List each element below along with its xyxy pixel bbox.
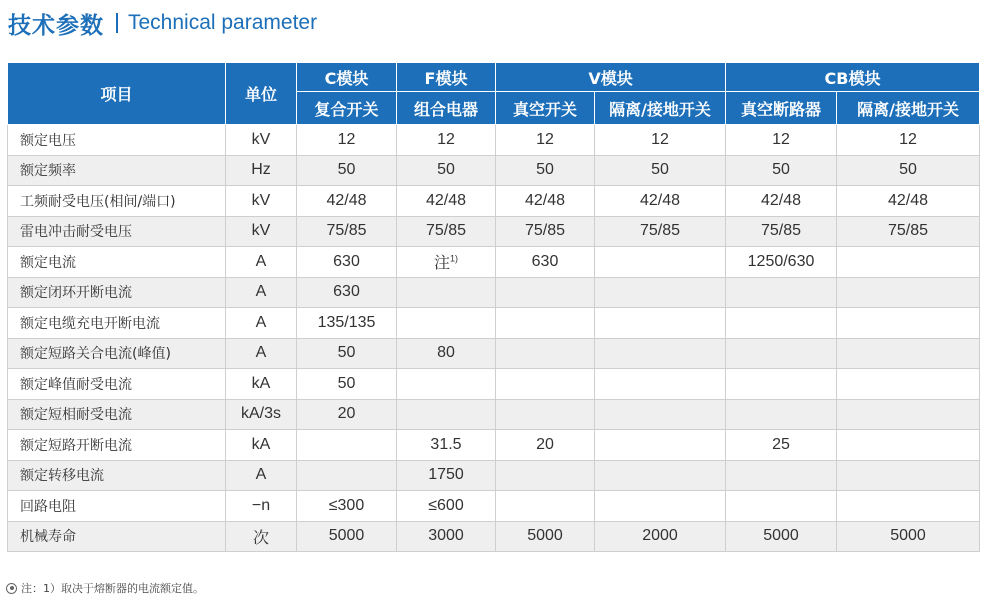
header-unit: 单位 [226,63,297,125]
table-cell: 3000 [397,521,496,552]
table-cell [726,277,837,308]
row-item-name: 额定短路关合电流(峰值) [8,338,226,369]
row-unit: A [226,308,297,339]
table-cell: 75/85 [595,216,726,247]
header-module-c: C模块 [297,63,397,92]
row-unit: kV [226,216,297,247]
table-cell: 1750 [397,460,496,491]
row-item-name: 额定闭环开断电流 [8,277,226,308]
table-cell: 42/48 [837,186,980,217]
table-cell [496,338,595,369]
row-unit: kA/3s [226,399,297,430]
table-cell: 630 [297,277,397,308]
table-row [8,125,980,156]
table-cell [837,308,980,339]
table-cell: 50 [397,155,496,186]
row-unit: Hz [226,155,297,186]
row-item-name: 工频耐受电压(相间/端口) [8,186,226,217]
table-row [8,430,980,461]
table-cell [837,247,980,278]
header-module-cb: CB模块 [726,63,980,92]
header-item: 项目 [8,63,226,125]
table-cell [837,399,980,430]
table-cell: ≤300 [297,491,397,522]
title-english: Technical parameter [128,11,318,34]
table-cell: 12 [837,125,980,156]
table-cell: 20 [496,430,595,461]
table-cell [496,277,595,308]
table-cell: 50 [496,155,595,186]
table-cell: 75/85 [837,216,980,247]
table-cell [496,308,595,339]
table-cell: 50 [297,338,397,369]
table-cell: 42/48 [397,186,496,217]
table-body [8,125,980,552]
table-cell: 50 [726,155,837,186]
table-row [8,277,980,308]
table-cell: 20 [297,399,397,430]
row-item-name: 额定电流 [8,247,226,278]
row-unit: A [226,277,297,308]
row-unit: A [226,338,297,369]
table-row [8,491,980,522]
row-unit: A [226,460,297,491]
technical-parameter-table [7,62,980,552]
note-text: 注 [433,255,450,273]
row-item-name: 额定转移电流 [8,460,226,491]
table-cell: 50 [595,155,726,186]
table-cell [726,491,837,522]
table-cell [837,491,980,522]
table-cell [726,369,837,400]
table-cell: 75/85 [297,216,397,247]
bullet-circle-icon [6,583,17,594]
table-cell: 42/48 [726,186,837,217]
table-cell [837,430,980,461]
table-cell: 5000 [297,521,397,552]
table-cell: 2000 [595,521,726,552]
header-module-f: F模块 [397,63,496,92]
table-cell: 630 [297,247,397,278]
row-item-name: 回路电阻 [8,491,226,522]
table-cell: 12 [595,125,726,156]
table-cell [595,308,726,339]
table-row [8,338,980,369]
page-title [8,8,317,38]
title-divider [116,13,118,33]
table-row [8,155,980,186]
table-cell [496,369,595,400]
table-cell [595,491,726,522]
table-cell [297,430,397,461]
table-cell [595,399,726,430]
table-cell [726,308,837,339]
table-cell [595,247,726,278]
footnote-text: 注：1）取决于熔断器的电流额定值。 [21,582,204,595]
table-cell [496,399,595,430]
table-cell: 12 [397,125,496,156]
table-cell: 5000 [837,521,980,552]
table-cell: 12 [726,125,837,156]
table-cell [397,247,496,278]
table-cell [726,338,837,369]
header-module-v: V模块 [496,63,726,92]
table-cell [397,308,496,339]
title-chinese: 技术参数 [8,12,104,39]
table-cell [496,460,595,491]
table-cell: 630 [496,247,595,278]
table-cell: 31.5 [397,430,496,461]
table-cell [837,338,980,369]
table-cell [397,277,496,308]
row-unit: −n [226,491,297,522]
header-sub: 复合开关 [297,92,397,125]
header-sub: 隔离/接地开关 [595,92,726,125]
header-sub: 隔离/接地开关 [837,92,980,125]
table-row [8,247,980,278]
table-cell [595,277,726,308]
table-cell [397,369,496,400]
table-cell: 80 [397,338,496,369]
row-item-name: 雷电冲击耐受电压 [8,216,226,247]
table-cell [496,491,595,522]
row-unit: kV [226,125,297,156]
footnote [6,580,204,596]
table-cell: 135/135 [297,308,397,339]
table-cell: 50 [837,155,980,186]
table-cell [595,369,726,400]
table-cell: 12 [496,125,595,156]
table-cell: ≤600 [397,491,496,522]
header-sub: 组合电器 [397,92,496,125]
table-row [8,308,980,339]
table-cell: 50 [297,155,397,186]
table-cell: 5000 [496,521,595,552]
table-cell [726,460,837,491]
table-cell: 42/48 [595,186,726,217]
table-cell: 75/85 [496,216,595,247]
table-cell [595,460,726,491]
table-cell [595,338,726,369]
row-item-name: 额定电缆充电开断电流 [8,308,226,339]
row-unit: A [226,247,297,278]
table-cell: 1250/630 [726,247,837,278]
table-cell: 75/85 [726,216,837,247]
table-cell [397,399,496,430]
table-row [8,460,980,491]
row-unit: kV [226,186,297,217]
table-cell: 75/85 [397,216,496,247]
table-cell [837,460,980,491]
row-unit: kA [226,430,297,461]
row-item-name: 机械寿命 [8,521,226,552]
row-item-name: 额定频率 [8,155,226,186]
table-cell: 25 [726,430,837,461]
table-cell: 5000 [726,521,837,552]
header-sub: 真空开关 [496,92,595,125]
table-row [8,399,980,430]
table-row [8,369,980,400]
table-cell [837,369,980,400]
row-unit: 次 [226,521,297,552]
row-item-name: 额定短路开断电流 [8,430,226,461]
header-sub: 真空断路器 [726,92,837,125]
table-row [8,521,980,552]
table-cell: 12 [297,125,397,156]
row-item-name: 额定电压 [8,125,226,156]
table-cell [837,277,980,308]
table-cell [297,460,397,491]
note-marker: 1) [450,253,459,264]
row-item-name: 额定峰值耐受电流 [8,369,226,400]
table-cell: 42/48 [496,186,595,217]
table-row [8,216,980,247]
row-unit: kA [226,369,297,400]
table-cell [726,399,837,430]
table-cell [595,430,726,461]
table-cell: 42/48 [297,186,397,217]
row-item-name: 额定短相耐受电流 [8,399,226,430]
table-row [8,186,980,217]
table-cell: 50 [297,369,397,400]
